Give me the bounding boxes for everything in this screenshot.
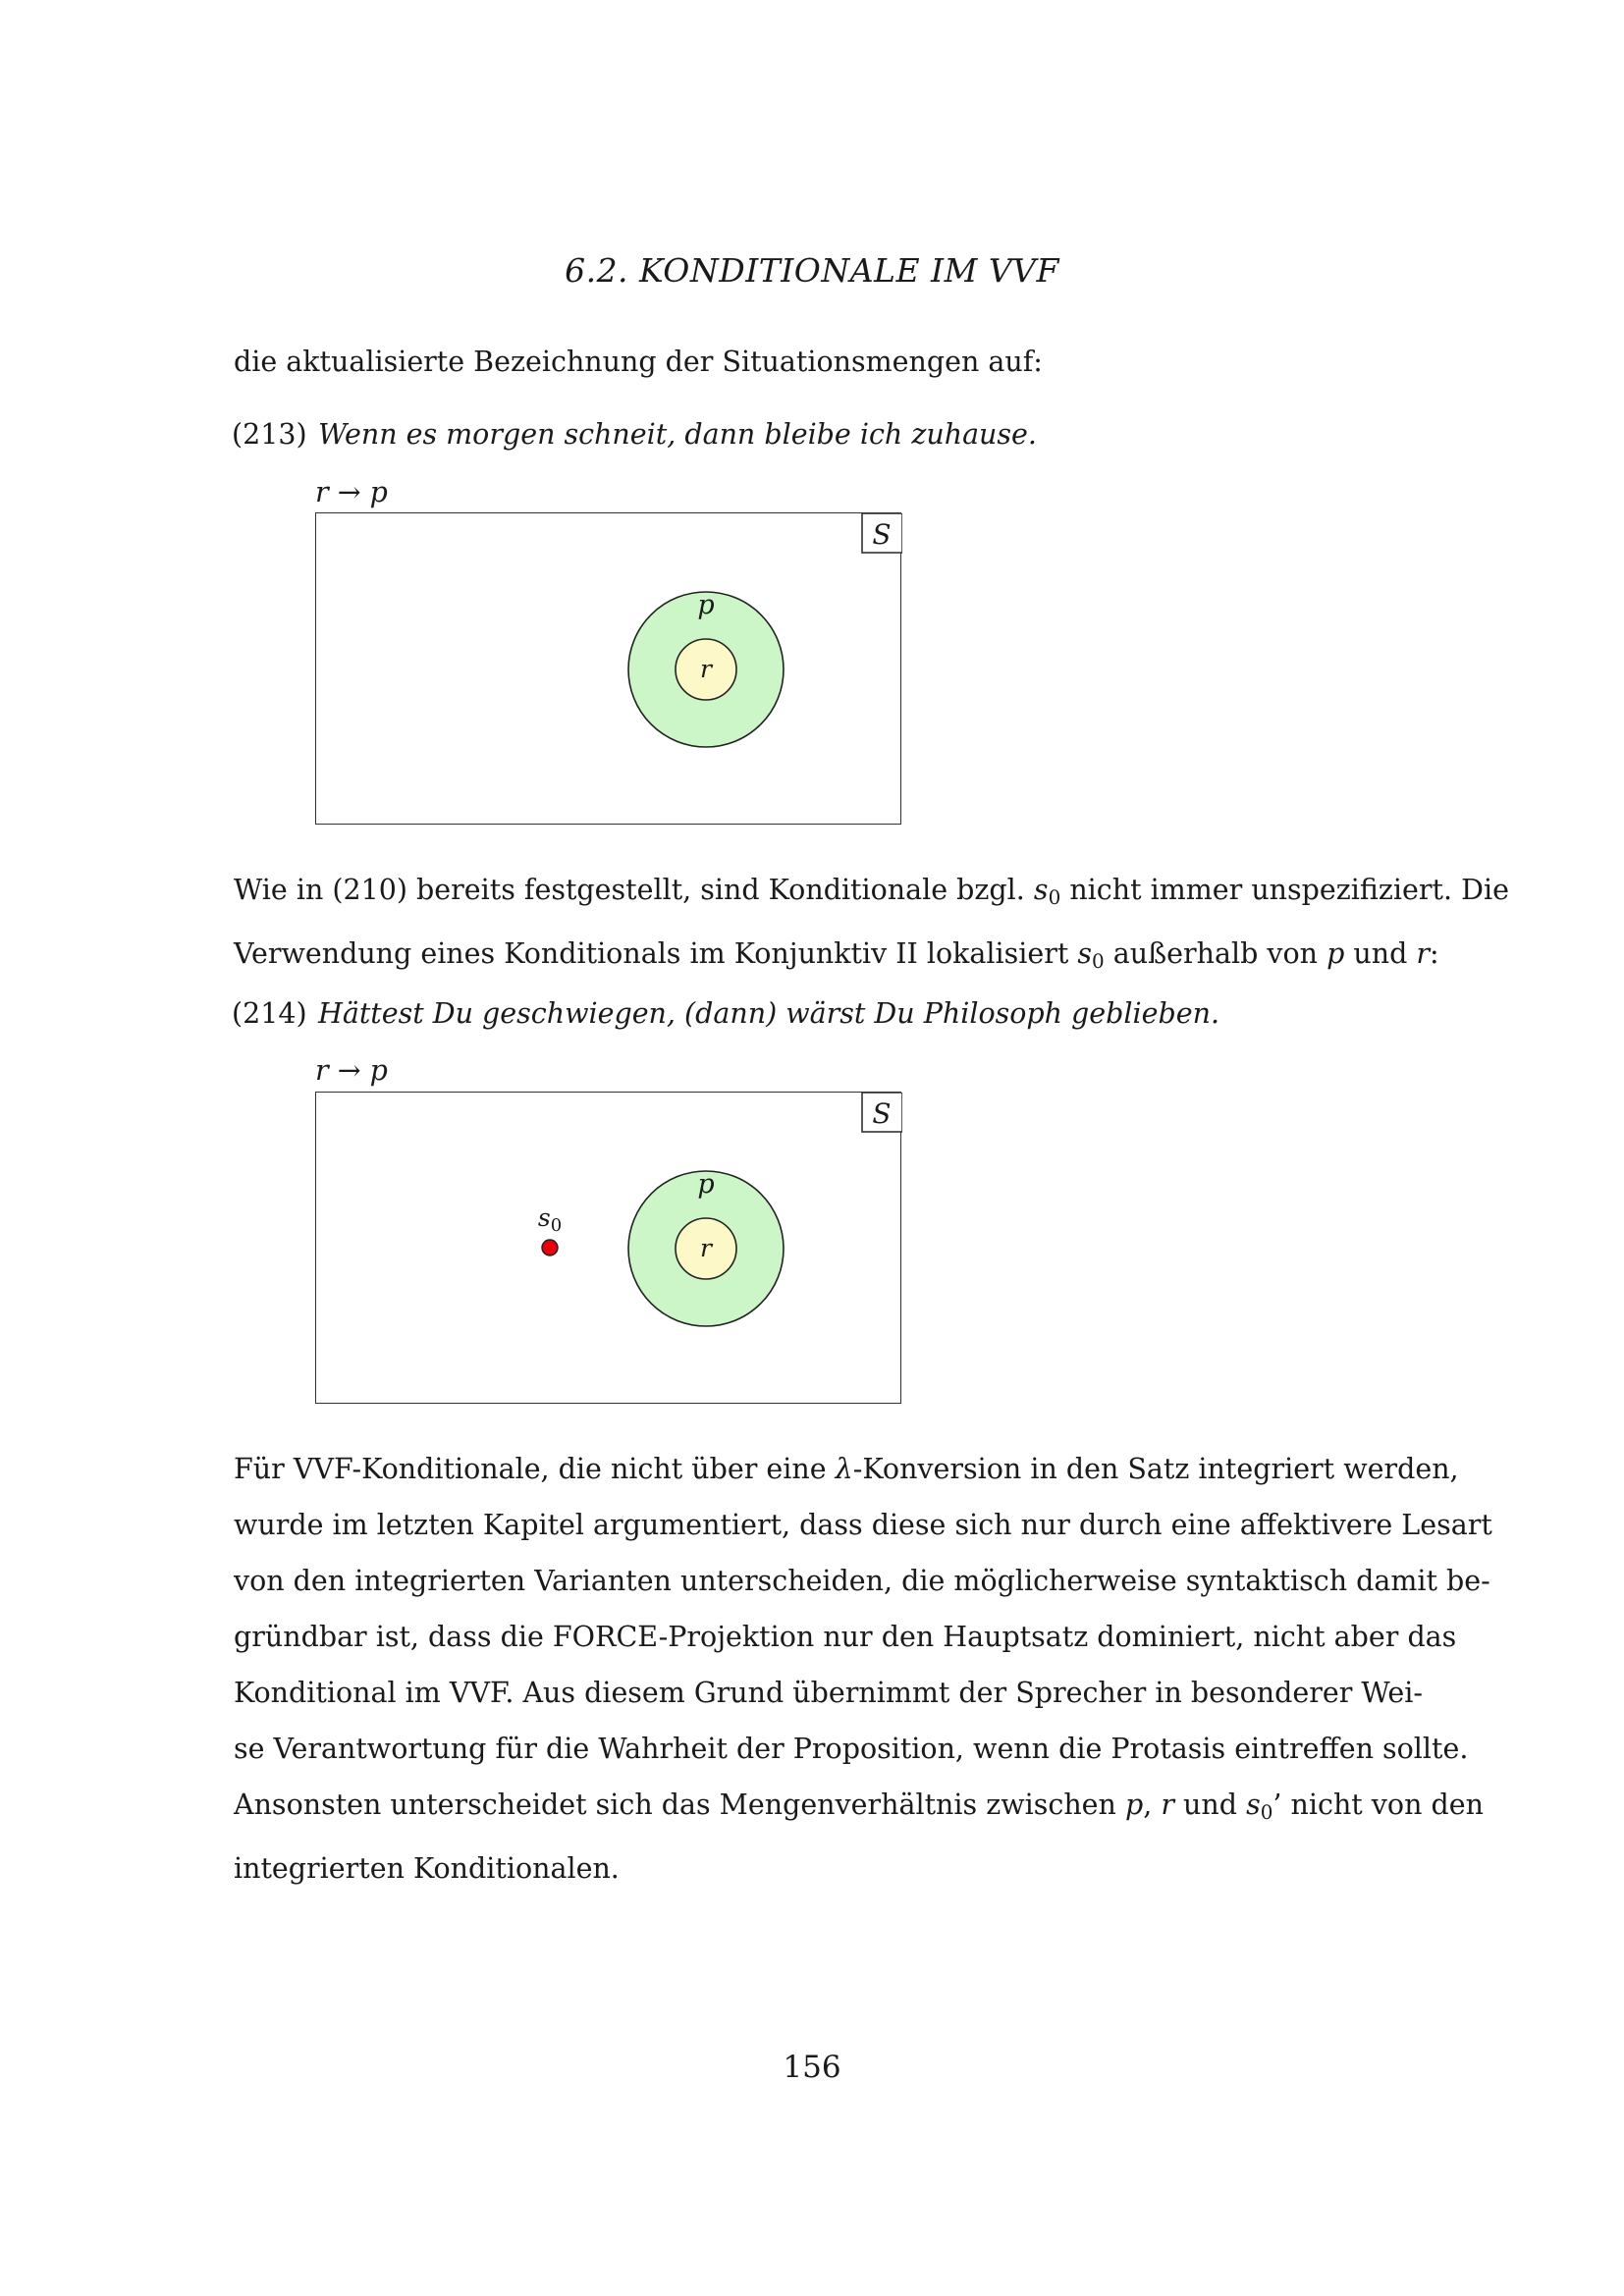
var-s: s <box>1246 1789 1261 1821</box>
inner-set-label: r <box>700 1234 712 1262</box>
var-p: p <box>1326 936 1345 970</box>
paragraph-2-line-7 <box>234 1777 1484 1841</box>
universe-label: S <box>872 518 892 551</box>
text-run: Für VVF-Konditionale, die nicht über eine <box>234 1453 827 1485</box>
example-number: (213) <box>232 418 307 451</box>
paragraph-2-line-8: integrierten Konditionalen. <box>234 1851 620 1885</box>
var-s: s <box>1033 874 1049 906</box>
paragraph-2-line-3: von den integrierten Varianten unterscheiden, die möglicherweise syntaktisch damit be- <box>234 1565 1490 1597</box>
var-sub: 0 <box>1260 1799 1273 1824</box>
example-213 <box>232 418 1037 451</box>
text-run: Ansonsten unterscheidet sich das Mengenverhältnis zwischen <box>234 1789 1116 1821</box>
text-run: : <box>1430 936 1439 970</box>
var-s0 <box>1077 936 1105 973</box>
running-head: 6.2. KONDITIONALE IM VVF <box>565 251 1059 290</box>
outer-set-label: p <box>697 590 715 620</box>
formula-antecedent: r <box>315 476 329 508</box>
var-s0 <box>1246 1789 1273 1824</box>
paragraph-1 <box>234 862 1509 989</box>
set-diagram-2-canvas <box>316 1093 902 1405</box>
set-diagram-1 <box>315 512 901 825</box>
paragraph-2-line-1 <box>234 1441 1459 1497</box>
intro-line: die aktualisierte Bezeichnung der Situationsmengen auf: <box>234 346 1043 378</box>
paragraph-2-line-5: Konditional im VVF. Aus diesem Grund übernimmt der Sprecher in besonderer Wei- <box>234 1677 1423 1709</box>
arrow-icon: → <box>337 1054 361 1087</box>
text-run: nicht immer unspezifiziert. Die <box>1069 874 1509 906</box>
situation-point-s0 <box>542 1240 558 1255</box>
paragraph-2-line-2: wurde im letzten Kapitel argumentiert, dass diese sich nur durch eine affektivere Lesart <box>234 1509 1492 1541</box>
text-run: außerhalb von <box>1112 936 1319 970</box>
paragraph-2 <box>234 1441 1492 1896</box>
example-sentence: Hättest Du geschwiegen, (dann) wärst Du Philosoph geblieben. <box>318 997 1220 1030</box>
paragraph-1-line-1 <box>234 862 1509 926</box>
paragraph-2-line-4: gründbar ist, dass die FORCE-Projektion nur den Hauptsatz dominiert, nicht aber das <box>234 1621 1457 1653</box>
var-sub: 0 <box>1092 948 1105 973</box>
var-p: p <box>1124 1789 1144 1821</box>
var-s0 <box>1033 874 1061 909</box>
formula-consequent: p <box>369 1054 388 1087</box>
text-run: , <box>1143 1789 1153 1821</box>
var-r: r <box>1161 1789 1174 1821</box>
lambda-symbol: λ <box>835 1453 853 1485</box>
set-diagram-1-canvas <box>316 513 902 826</box>
point-sub: 0 <box>550 1215 563 1236</box>
inner-set-label: r <box>700 655 712 683</box>
set-diagram-2 <box>315 1092 901 1404</box>
paragraph-1-line-2 <box>234 926 1439 989</box>
universe-label: S <box>872 1097 892 1130</box>
text-run: ’ nicht von den <box>1272 1789 1484 1821</box>
page-number: 156 <box>783 2050 841 2085</box>
var-r: r <box>1416 936 1431 970</box>
point-base: s <box>537 1203 551 1232</box>
paragraph-2-line-6: se Verantwortung für die Wahrheit der Proposition, wenn die Protasis eintreffen sollte. <box>234 1733 1469 1765</box>
var-sub: 0 <box>1048 884 1061 909</box>
example-214 <box>232 997 1219 1030</box>
intro-text <box>234 334 1404 390</box>
text-run: -Konversion in den Satz integriert werden, <box>852 1453 1459 1485</box>
diagram-2-formula <box>315 1054 388 1087</box>
example-sentence: Wenn es morgen schneit, dann bleibe ich zuhause. <box>318 418 1037 451</box>
formula-consequent: p <box>369 476 388 508</box>
text-run: Verwendung eines Konditionals im Konjunktiv II lokalisiert <box>234 936 1069 970</box>
situation-point-label <box>538 1203 562 1236</box>
arrow-icon: → <box>337 476 361 508</box>
outer-set-label: p <box>697 1169 715 1200</box>
text-run: Wie in (210) bereits festgestellt, sind Konditionale bzgl. <box>234 874 1025 906</box>
var-s: s <box>1077 936 1092 970</box>
text-run: und <box>1183 1789 1237 1821</box>
diagram-1-formula <box>315 476 388 508</box>
example-number: (214) <box>232 997 307 1030</box>
text-run: und <box>1353 936 1408 970</box>
formula-antecedent: r <box>315 1054 329 1087</box>
